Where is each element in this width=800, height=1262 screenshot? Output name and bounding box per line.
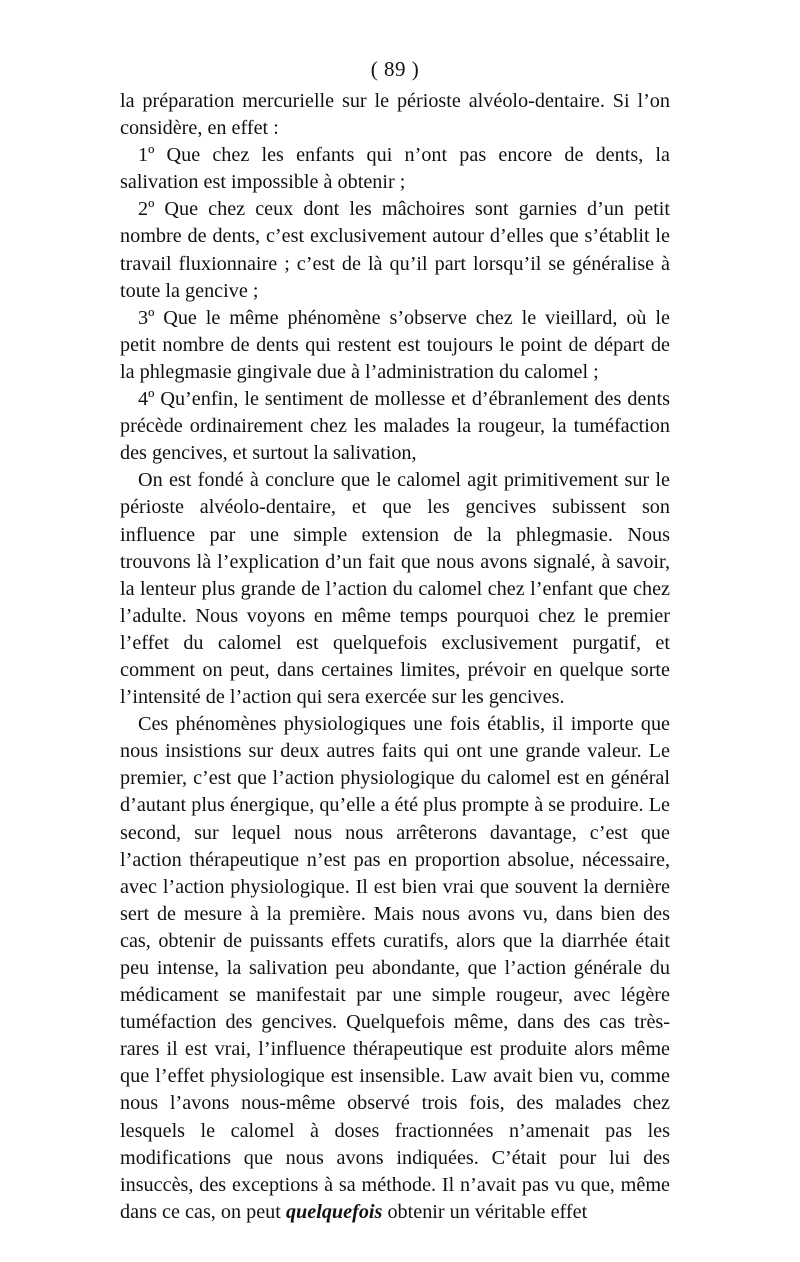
paragraph-2: 1º Que chez les enfants qui n’ont pas encore de dents, la salivation est impossible à obtenir ;	[120, 144, 670, 194]
paragraph-7-text: Ces phénomènes physiologiques une fois établis, il importe que nous insistions sur deux autres faits qui ont une grande valeur. Le premier, c’est que l’action physiologique du calomel est en général d’autant plus énergique, qu’elle a été plus prompte à se produire. Le second, sur lequel nous nous arrêterons davantage, c’est que l’action thérapeutique n’est pas en proportion absolue, nécessaire, avec l’action physiologique. Il est bien vrai que souvent la dernière sert de mesure à la première. Mais nous avons vu, dans bien des cas, obtenir de puissants effets curatifs, alors que la diarrhée était peu intense, la salivation peu abondante, que l’action générale du médicament se manifestait par une simple rougeur, avec légère tuméfaction des gencives. Quelquefois même, dans des cas très-rares il est vrai, l’influence thérapeutique est produite alors même que l’effet physiologique est insensible. Law avait bien vu, comme nous l’avons nous-même observé trois fois, des malades chez lesquels le calomel à doses fractionnées n’amenait pas les modifications que nous avons indiquées. C’était pour lui des insuccès, des exceptions à sa méthode. Il n’avait pas vu que, même dans ce cas, on peut	[120, 713, 670, 1223]
paragraph-7	[120, 711, 670, 1226]
paragraph-6: On est fondé à conclure que le calomel agit primitivement sur le périoste alvéolo-dentaire, et que les gencives subissent son influence par une simple extension de la phlegmasie. Nous trouvons là l’explication d’un fait que nous avons signalé, à savoir, la lenteur plus grande de l’action du calomel chez l’enfant que chez l’adulte. Nous voyons en même temps pourquoi chez le premier l’effet du calomel est quelquefois exclusivement purgatif, et comment on peut, dans certaines limites, prévoir en quelque sorte l’intensité de l’action qui sera exercée sur les gencives.	[120, 469, 670, 709]
emphasized-word: quelquefois	[285, 1200, 383, 1223]
paragraph-4: 3º Que le même phénomène s’observe chez le vieillard, où le petit nombre de dents qui restent est toujours le point de départ de la phlegmasie gingivale due à l’administration du calomel ;	[120, 306, 670, 383]
paragraph-1: la préparation mercurielle sur le périoste alvéolo-dentaire. Si l’on considère, en effet :	[120, 90, 670, 140]
paragraph-5: 4º Qu’enfin, le sentiment de mollesse et d’ébranlement des dents précède ordinairement chez les malades la rougeur, la tuméfaction des gencives, et surtout la salivation,	[120, 388, 670, 465]
page-number: ( 89 )	[370, 57, 420, 81]
paragraph-3: 2º Que chez ceux dont les mâchoires sont garnies d’un petit nombre de dents, c’est exclusivement autour d’elles que s’établit le travail fluxionnaire ; c’est de là qu’il part lorsqu’il se généralise à toute la gencive ;	[120, 198, 670, 302]
book-page	[120, 52, 670, 1226]
paragraph-7-tail: obtenir un véritable effet	[387, 1200, 588, 1223]
